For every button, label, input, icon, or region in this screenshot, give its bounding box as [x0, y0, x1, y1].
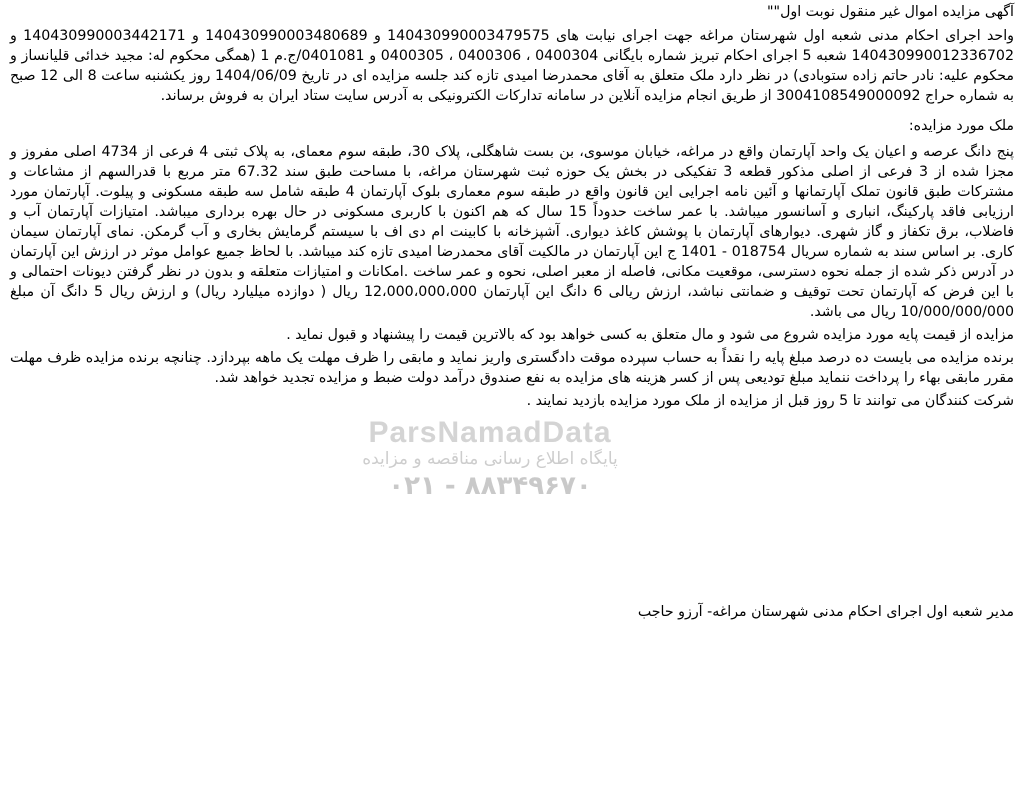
- visit-terms-paragraph: شرکت کنندگان می توانند تا 5 روز قبل از مزایده از ملک مورد مزایده بازدید نمایند .: [526, 393, 1014, 409]
- watermark-tagline: پایگاه اطلاع رسانی مناقصه و مزایده: [362, 449, 618, 469]
- auction-start-paragraph: مزایده از قیمت پایه مورد مزایده شروع می شود و مال متعلق به کسی خواهد بود که بالاترین قیمت را پیشنهاد و قبول نماید .: [286, 327, 1014, 343]
- notice-intro-paragraph: واحد اجرای احکام مدنی شعبه اول شهرستان مراغه جهت اجرای نیابت های 140430990003479575 و 140430990003480689 و 140430990003442171 و 140430990012336702 شعبه 5 اجرای احکام تبریز شماره بایگانی 0400304 ، 0400306 ، 0400305 و 0401081/ج.م 1 (همگی محکوم له: مجید خدائی قلیانساز و محکوم علیه: نادر حاتم زاده ستوبادی) در نظر دارد ملک متعلق به آقای محمدرضا امیدی تازه کند جلسه مزایده ای در تاریخ 1404/06/09 روز یکشنبه ساعت 8 الی 12 صبح به شماره حراج 3004108549000092 از طریق انجام مزایده آنلاین در سامانه تدارکات الکترونیکی به آدرس سایت ستاد ایران به فروش برساند.: [10, 28, 1015, 104]
- watermark-phone: ۰۲۱ - ۸۸۳۴۹۶۷۰: [388, 471, 592, 501]
- property-title: ملک مورد مزایده:: [908, 118, 1014, 134]
- notice-heading: آگهی مزایده اموال غیر منقول نوبت اول"": [767, 4, 1014, 20]
- winner-terms-paragraph: برنده مزایده می بایست ده درصد مبلغ پایه را نقداً به حساب سپرده موقت دادگستری واریز نماید و مابقی را ظرف مهلت یک ماهه بپردازد. چنانچه برنده مزایده ظرف مهلت مقرر مابقی بهاء را پرداخت ننماید مبلغ تودیعی پس از کسر هزینه های مزایده به نفع صندوق درآمد دولت ضبط و مزایده تجدید خواهد شد.: [10, 350, 1014, 386]
- property-description: پنج دانگ عرصه و اعیان یک واحد آپارتمان واقع در مراغه، خیابان موسوی، بن بست شاهگلی، پلاک 30، طبقه سوم معمای، به پلاک ثبتی 4 فرعی از 4734 اصلی مفروز و مجزا شده از 3 فرعی از اصلی مذکور قطعه 3 تفکیکی در بخش یک حوزه ثبت شهرستان مراغه، با مساحت طبق سند 67.32 متر مربع با قدرالسهم از مشاعات و مشترکات طبق قانون تملک آپارتمانها و آئین نامه اجرایی این قانون واقع در طبقه سوم معماری بلوک آپارتمان 4 طبقه شامل سه طبقه مسکونی و پیلوت. آپارتمان مورد ارزیابی فاقد پارکینگ، انباری و آسانسور میباشد. با عمر ساخت حدوداً 15 سال که هم اکنون با کاربری مسکونی در حال بهره برداری میباشد. امتیازات آپارتمان آب و فاضلاب، برق تکفاز و گاز شهری. دیوارهای آپارتمان با پوشش کاغذ دیواری. آشپزخانه با کابینت ام دی اف با سیستم گرمایش بخاری و آب گرمکن. نمای آپارتمان سیمان کاری. بر اساس سند به شماره سریال 018754 - 1401 ج این آپارتمان در مالکیت آقای محمدرضا امیدی تازه کند میباشد. با لحاظ جمیع عوامل موثر در ارزش این آپارتمان در آدرس ذکر شده از جمله نحوه دسترسی، موقعیت مکانی، فاصله از معبر اصلی، نحوه و عمر ساخت .امکانات و امتیازات متعلقه و بدون در نظر گرفتن دیونات احتمالی و با این فرض که آپارتمان تحت توقیف و ضمانتی نباشد، ارزش ریالی 6 دانگ این آپارتمان 12،000،000،000 ریال ( دوازده میلیارد ریال) و ارزش ریال 5 دانگ آن مبلغ 10/000/000/000 ریال می باشد.: [10, 144, 1014, 320]
- watermark: [330, 418, 650, 568]
- signature-line: مدیر شعبه اول اجرای احکام مدنی شهرستان مراغه- آرزو حاجب: [637, 604, 1014, 620]
- watermark-brand: ParsNamadData: [368, 416, 612, 449]
- notice-body: [10, 0, 1014, 411]
